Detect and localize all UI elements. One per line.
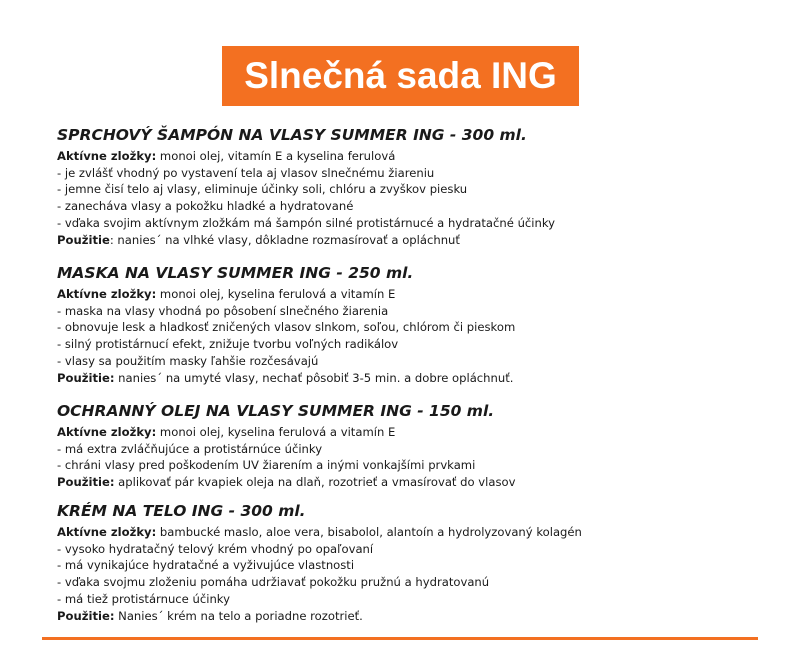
feature-item: - vlasy sa použitím masky ľahšie rozčesávajú [57,353,319,368]
usage-line [57,370,515,387]
ingredients-line [57,424,515,441]
product-hair-mask [57,262,515,386]
ingredients-label: Aktívne zložky: [57,425,157,439]
usage-text: : nanies´ na vlhké vlasy, dôkladne rozmasírovať a opláchnuť [109,232,460,247]
page-title: Slnečná sada ING [244,55,557,96]
feature-item: - chráni vlasy pred poškodením UV žiarením a inými vonkajšími prvkami [57,458,476,473]
feature-item: - maska na vlasy vhodná po pôsobení slnečného žiarenia [57,303,389,318]
bottom-divider [42,637,758,640]
product-body-cream [57,500,582,624]
usage-line [57,608,582,625]
ingredients-line [57,524,582,541]
ingredients-line [57,148,555,165]
ingredients-label: Aktívne zložky: [57,287,157,301]
product-shampoo [57,124,555,248]
usage-text: aplikovať pár kvapiek oleja na dlaň, rozotrieť a vmasírovať do vlasov [114,475,516,490]
usage-text: Nanies´ krém na telo a poriadne rozotrieť. [114,608,363,623]
usage-line [57,474,515,491]
feature-item: - zanecháva vlasy a pokožku hladké a hydratované [57,199,354,214]
product-heading: MASKA NA VLASY SUMMER ING - 250 ml. [57,264,414,282]
feature-item: - jemne čisí telo aj vlasy, eliminuje účinky soli, chlóru a zvyškov piesku [57,182,468,197]
usage-label: Použitie [57,232,110,247]
feature-item: - silný protistárnucí efekt, znižuje tvorbu voľných radikálov [57,337,399,352]
ingredients-label: Aktívne zložky: [57,525,157,539]
ingredients-text: monoi olej, vitamín E a kyselina ferulová [156,149,396,163]
ingredients-text: monoi olej, kyselina ferulová a vitamín E [156,287,396,301]
feature-item: - má extra zvláčňujúce a protistárnúce účinky [57,441,323,456]
title-banner [222,46,579,106]
product-hair-oil [57,400,515,491]
feature-item: - má tiež protistárnuce účinky [57,591,230,606]
ingredients-text: monoi olej, kyselina ferulová a vitamín E [156,425,396,439]
feature-item: - je zvlášť vhodný po vystavení tela aj vlasov slnečnému žiareniu [57,165,435,180]
product-heading: OCHRANNÝ OLEJ NA VLASY SUMMER ING - 150 ml. [57,402,495,420]
feature-item: - vďaka svojmu zloženiu pomáha udržiavať pokožku pružnú a hydratovanú [57,575,490,590]
usage-label: Použitie: [57,608,115,623]
usage-label: Použitie: [57,370,115,385]
ingredients-line [57,286,515,303]
usage-label: Použitie: [57,475,115,490]
usage-line [57,232,555,249]
feature-item: - má vynikajúce hydratačné a vyživujúce vlastnosti [57,558,355,573]
product-heading: SPRCHOVÝ ŠAMPÓN NA VLASY SUMMER ING - 300 ml. [57,126,527,144]
product-heading: KRÉM NA TELO ING - 300 ml. [57,502,306,520]
feature-item: - obnovuje lesk a hladkosť zničených vlasov slnkom, soľou, chlórom či pieskom [57,320,516,335]
usage-text: nanies´ na umyté vlasy, nechať pôsobiť 3-5 min. a dobre opláchnuť. [114,370,514,385]
feature-item: - vďaka svojim aktívnym zložkám má šampón silné protistárnucé a hydratačné účinky [57,215,556,230]
feature-item: - vysoko hydratačný telový krém vhodný po opaľovaní [57,541,374,556]
ingredients-label: Aktívne zložky: [57,149,157,163]
ingredients-text: bambucké maslo, aloe vera, bisabolol, alantoín a hydrolyzovaný kolagén [156,525,582,539]
